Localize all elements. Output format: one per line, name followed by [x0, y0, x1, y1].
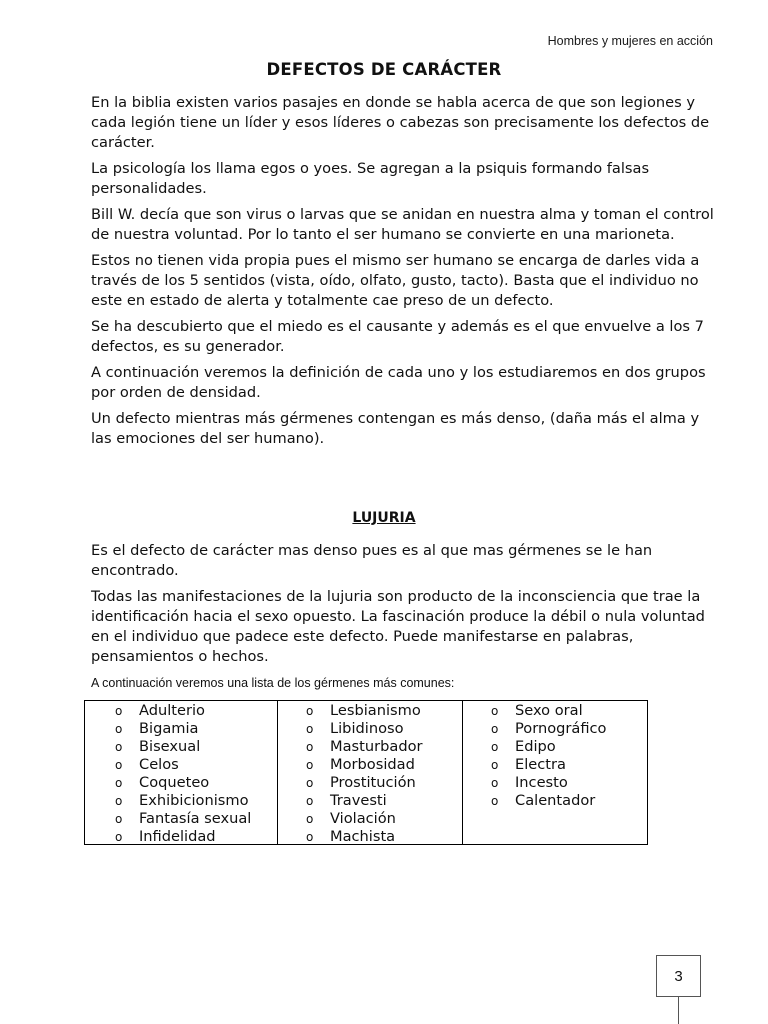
germ-label: Fantasía sexual	[139, 810, 252, 827]
bullet-icon: o	[491, 758, 499, 772]
germ-list-item	[306, 810, 462, 828]
germ-label: Electra	[515, 756, 566, 773]
germ-list-item	[306, 774, 462, 792]
paragraph: Todas las manifestaciones de la lujuria son producto de la inconsciencia que trae la identificación hacia el sexo opuesto. La fascinación produce la débil o nula voluntad en el individuo que padece este defecto. Puede manifestarse en palabras, pensamientos o hechos.	[91, 588, 705, 665]
section-heading: LUJURIA	[352, 510, 416, 526]
paragraph: A continuación veremos la definición de cada uno y los estudiaremos en dos grupos por orden de densidad.	[91, 364, 706, 401]
paragraph: Se ha descubierto que el miedo es el causante y además es el que envuelve a los 7 defectos, es su generador.	[91, 318, 704, 355]
bullet-icon: o	[115, 830, 123, 844]
bullet-icon: o	[306, 758, 314, 772]
running-header: Hombres y mujeres en acción	[547, 34, 713, 48]
germ-label: Coqueteo	[139, 774, 210, 791]
germ-label: Edipo	[515, 738, 556, 755]
page-number: 3	[674, 967, 683, 985]
bullet-icon: o	[491, 794, 499, 808]
paragraph: Un defecto mientras más gérmenes contengan es más denso, (daña más el alma y las emociones del ser humano).	[91, 410, 700, 447]
bullet-icon: o	[115, 704, 123, 718]
intro-body	[91, 93, 723, 455]
germ-label: Pornográfico	[515, 720, 607, 737]
bullet-icon: o	[491, 740, 499, 754]
germ-list-item	[115, 828, 277, 846]
germ-label: Infidelidad	[139, 828, 216, 845]
bullet-icon: o	[491, 704, 499, 718]
page-number-box	[656, 955, 701, 997]
germ-label: Sexo oral	[515, 702, 583, 719]
germ-label: Celos	[139, 756, 179, 773]
germ-list-item	[115, 792, 277, 810]
germ-label: Exhibicionismo	[139, 792, 249, 809]
germ-list-item	[306, 756, 462, 774]
germ-list-item	[306, 792, 462, 810]
bullet-icon: o	[115, 794, 123, 808]
germ-column	[277, 701, 462, 844]
paragraph: Bill W. decía que son virus o larvas que se anidan en nuestra alma y toman el control de nuestra voluntad. Por lo tanto el ser humano se convierte en una marioneta.	[91, 206, 714, 243]
germ-label: Lesbianismo	[330, 702, 421, 719]
germ-label: Prostitución	[330, 774, 416, 791]
paragraph: Estos no tienen vida propia pues el mismo ser humano se encarga de darles vida a través de los 5 sentidos (vista, oído, olfato, gusto, tacto). Basta que el individuo no este en estado de alerta y totalmente cae preso de un defecto.	[91, 252, 700, 309]
germ-label: Adulterio	[139, 702, 205, 719]
germ-list-item	[306, 720, 462, 738]
germ-list-item	[491, 738, 647, 756]
germ-label: Libidinoso	[330, 720, 404, 737]
germ-list-item	[306, 828, 462, 846]
paragraph: La psicología los llama egos o yoes. Se agregan a la psiquis formando falsas personalidades.	[91, 160, 650, 197]
page-number-stem	[678, 997, 679, 1024]
bullet-icon: o	[306, 776, 314, 790]
bullet-icon: o	[491, 776, 499, 790]
bullet-icon: o	[306, 704, 314, 718]
paragraph: Es el defecto de carácter mas denso pues es al que mas gérmenes se le han encontrado.	[91, 542, 653, 579]
germ-list-item	[491, 756, 647, 774]
germ-list-item	[491, 792, 647, 810]
germ-label: Bisexual	[139, 738, 201, 755]
germ-list-item	[115, 756, 277, 774]
paragraph: En la biblia existen varios pasajes en donde se habla acerca de que son legiones y cada legión tiene un líder y esos líderes o cabezas son precisamente los defectos de carácter.	[91, 94, 710, 151]
bullet-icon: o	[306, 830, 314, 844]
germ-label: Travesti	[330, 792, 387, 809]
bullet-icon: o	[306, 722, 314, 736]
document-title: DEFECTOS DE CARÁCTER	[266, 60, 502, 79]
germ-list-item	[115, 720, 277, 738]
bullet-icon: o	[306, 812, 314, 826]
germ-list-item	[115, 702, 277, 720]
bullet-icon: o	[115, 740, 123, 754]
bullet-icon: o	[115, 722, 123, 736]
germ-label: Masturbador	[330, 738, 423, 755]
section-body	[91, 541, 723, 673]
germ-label: Morbosidad	[330, 756, 415, 773]
bullet-icon: o	[491, 722, 499, 736]
germ-list-item	[306, 738, 462, 756]
bullet-icon: o	[306, 740, 314, 754]
germ-column	[85, 701, 277, 844]
germ-label: Machista	[330, 828, 396, 845]
germ-table	[84, 700, 648, 845]
germ-list-item	[491, 702, 647, 720]
bullet-icon: o	[115, 758, 123, 772]
bullet-icon: o	[115, 812, 123, 826]
germ-label: Violación	[330, 810, 396, 827]
germ-list-item	[491, 774, 647, 792]
germ-list-item	[115, 810, 277, 828]
germ-list-item	[115, 738, 277, 756]
germ-list-item	[306, 702, 462, 720]
germ-label: Calentador	[515, 792, 596, 809]
bullet-icon: o	[115, 776, 123, 790]
germ-label: Incesto	[515, 774, 568, 791]
germ-list-item	[491, 720, 647, 738]
germ-label: Bigamia	[139, 720, 199, 737]
germ-column	[462, 701, 647, 844]
germ-list-item	[115, 774, 277, 792]
bullet-icon: o	[306, 794, 314, 808]
list-intro: A continuación veremos una lista de los gérmenes más comunes:	[91, 676, 455, 690]
